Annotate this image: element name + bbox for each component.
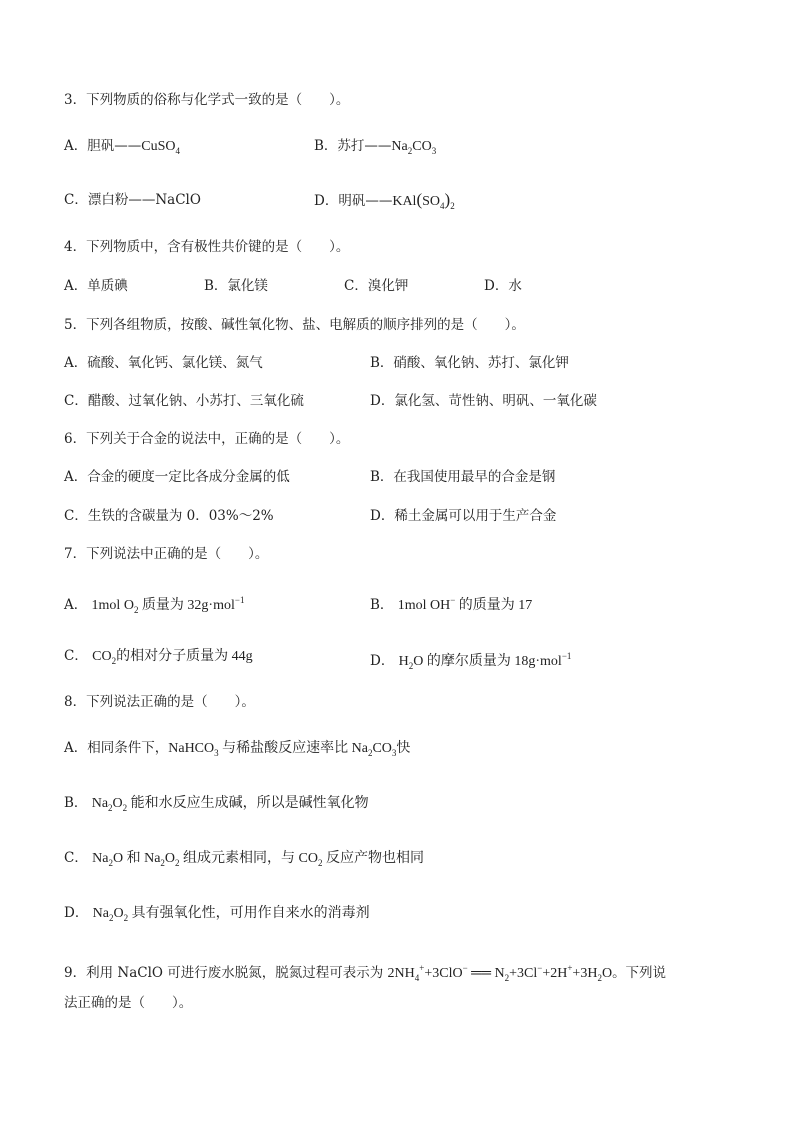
q7-option-b-label: B． (370, 597, 394, 613)
q9-stem-line1 (64, 958, 666, 988)
q9-stem-start: 9．利用 NaClO 可进行废水脱氮，脱氮过程可表示为 (64, 965, 384, 981)
q7-option-a-formula: 1mol $O_2$ 质量为 32g·mol$^{-1}$ (91, 595, 245, 615)
q8-option-a[interactable] (64, 738, 410, 763)
q4-option-d[interactable]: D．水 (484, 278, 522, 294)
q3-option-d[interactable] (314, 190, 455, 216)
q8-option-b-label: B． (64, 795, 88, 811)
q8-option-c-label: C． (64, 850, 88, 866)
q6-stem: 6．下列关于合金的说法中，正确的是（ ）。 (64, 431, 350, 447)
q3-option-a[interactable] (64, 136, 180, 161)
q4-option-a[interactable]: A．单质碘 (64, 278, 128, 294)
q3-option-b-label: B．苏打—— (314, 138, 392, 154)
q7-option-d-label: D． (370, 653, 395, 669)
q5-option-c[interactable]: C．醋酸、过氧化钠、小苏打、三氧化硫 (64, 393, 304, 409)
q3-option-d-label: D．明矾—— (314, 193, 393, 209)
q4-option-c[interactable]: C．溴化钾 (344, 278, 409, 294)
q3-stem: 3．下列物质的俗称与化学式一致的是（ ）。 (64, 92, 350, 108)
q8-option-d-label: D． (64, 905, 89, 921)
q4-option-b[interactable]: B．氯化镁 (204, 278, 268, 294)
q5-option-b[interactable]: B．硝酸、氧化钠、苏打、氯化钾 (370, 355, 569, 371)
q8-option-d[interactable] (64, 903, 370, 928)
q5-option-d[interactable]: D．氯化氢、苛性钠、明矾、一氧化碳 (370, 393, 597, 409)
q5-stem: 5．下列各组物质，按酸、碱性氧化物、盐、电解质的顺序排列的是（ ）。 (64, 317, 525, 333)
q6-option-d[interactable]: D．稀土金属可以用于生产合金 (370, 508, 557, 524)
q7-option-d[interactable] (370, 646, 571, 676)
q3-option-b-formula: $Na_2CO_3$ (391, 139, 437, 156)
q7-option-c-label: C． (64, 648, 88, 664)
q8-option-c-formula: $Na_2O$ 和 $Na_2O_2$ 组成元素相同，与 $CO_2$ 反应产物也相同 (92, 851, 424, 868)
q9-equation: $2NH_4^++3ClO^-$ ══ $N_2+3Cl^-+2H^++3H_2O$ (387, 963, 613, 983)
q3-option-a-formula: CuSO$_4$ (141, 139, 180, 156)
q7-option-b[interactable] (370, 590, 532, 616)
q6-option-b[interactable]: B．在我国使用最早的合金是钢 (370, 469, 556, 485)
q8-option-a-label: A．相同条件下， (64, 740, 169, 756)
q3-option-a-label: A．胆矾—— (64, 138, 142, 154)
q3-option-c[interactable]: C．漂白粉——NaClO (64, 192, 201, 208)
q9-stem-line2: 法正确的是（ ）。 (64, 995, 193, 1011)
q6-option-a[interactable]: A．合金的硬度一定比各成分金属的低 (64, 469, 290, 485)
q8-option-a-formula: NaHCO$_3$ 与稀盐酸反应速率比 $Na_2CO_3$快 (168, 741, 411, 758)
q7-stem: 7．下列说法中正确的是（ ）。 (64, 546, 269, 562)
q9-stem-end: 。下列说 (612, 965, 667, 981)
q5-option-a[interactable]: A．硫酸、氧化钙、氯化镁、氮气 (64, 355, 263, 371)
q3-option-d-formula: $KAl(SO_4)_2$ (392, 190, 455, 211)
q8-option-b[interactable] (64, 793, 369, 818)
q7-option-d-formula: $H_2O$ 的摩尔质量为 18g·mol$^{-1}$ (398, 651, 572, 671)
q8-option-b-formula: $Na_2O_2$ 能和水反应生成碱，所以是碱性氧化物 (91, 796, 369, 813)
q7-option-a-label: A． (64, 597, 88, 613)
q7-option-c-formula: $CO_2$的相对分子质量为 44g (92, 649, 253, 666)
q6-option-c[interactable]: C．生铁的含碳量为 0．03%～2% (64, 508, 274, 524)
q4-stem: 4．下列物质中，含有极性共价键的是（ ）。 (64, 239, 350, 255)
q3-option-b[interactable] (314, 136, 436, 161)
q8-option-d-formula: $Na_2O_2$ 具有强氧化性，可用作自来水的消毒剂 (92, 906, 370, 923)
q8-option-c[interactable] (64, 848, 424, 873)
q8-stem: 8．下列说法正确的是（ ）。 (64, 694, 255, 710)
q7-option-a[interactable] (64, 590, 244, 620)
q7-option-b-formula: 1mol OH− 的质量为 17 (397, 595, 533, 613)
q7-option-c[interactable] (64, 646, 253, 671)
